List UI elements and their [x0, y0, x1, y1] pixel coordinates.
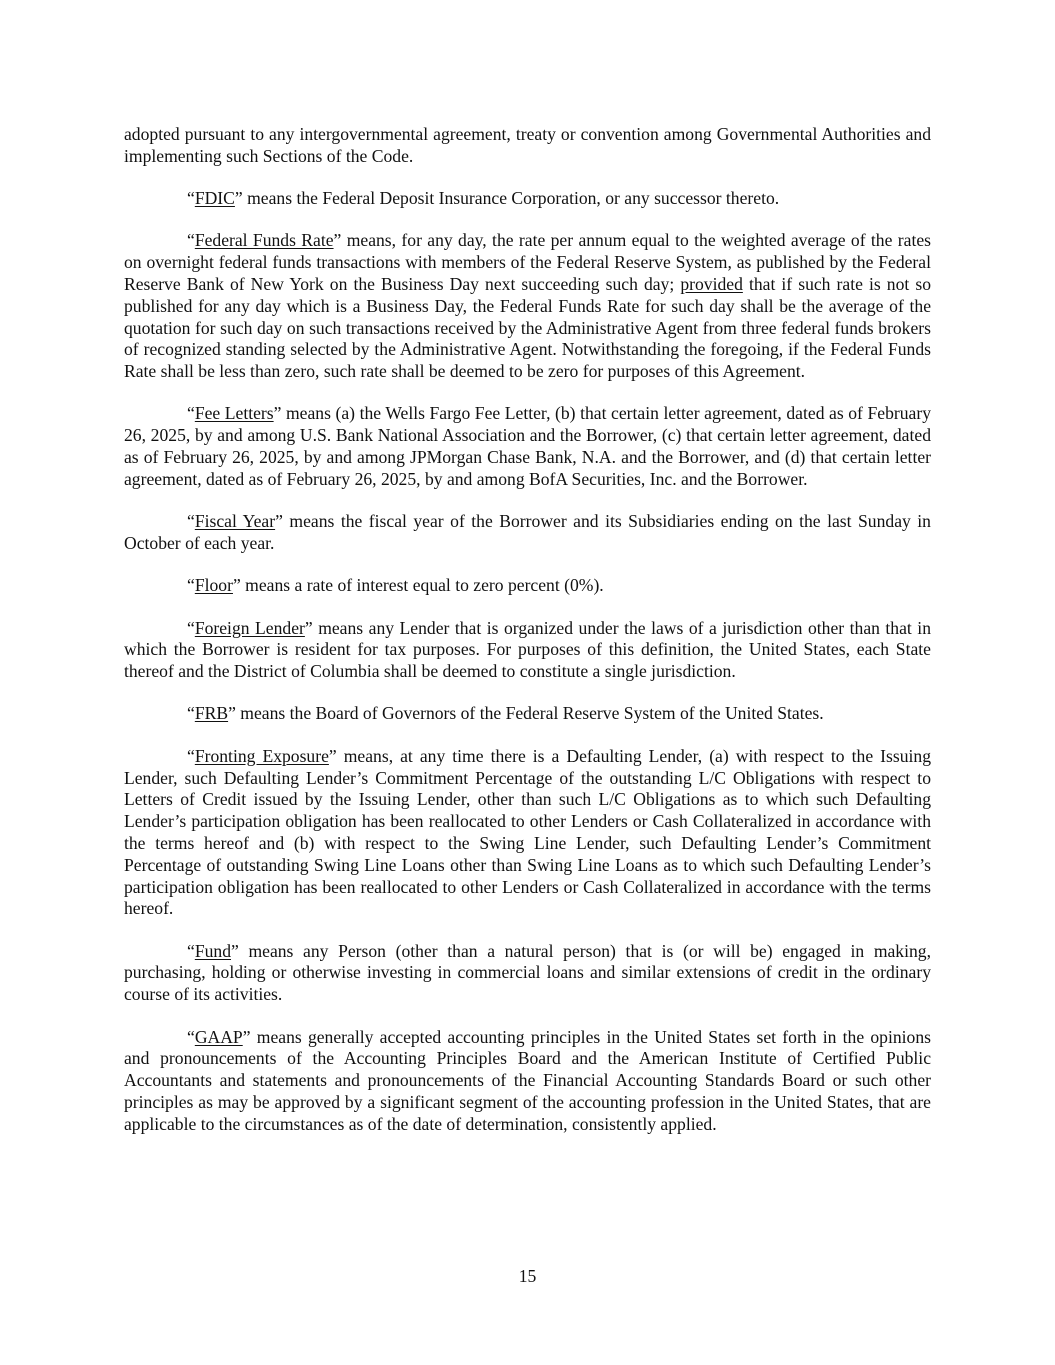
open-quote: “ — [187, 940, 195, 961]
definition-body: ” means any Lender that is organized under the laws of a jurisdiction other than that in which the Borrower is resident for tax purposes. For purposes of this definition, the United States, each State thereof and the District of Columbia shall be deemed to constitute a single jurisdiction. — [124, 617, 931, 682]
definition-body: ” means (a) the Wells Fargo Fee Letter, (b) that certain letter agreement, dated as of February 26, 2025, by and among U.S. Bank National Association and the Borrower, (c) that certain letter agreement, dated as of February 26, 2025, by and among JPMorgan Chase Bank, N.A. and the Borrower, and (d) that certain letter agreement, dated as of February 26, 2025, by and among BofA Securities, Inc. and the Borrower. — [124, 403, 931, 489]
open-quote: “ — [187, 511, 195, 532]
definition-floor — [124, 575, 931, 597]
open-quote: “ — [187, 575, 195, 596]
definition-body-continued: that if such rate is not so published for any day which is a Business Day, the Federal Funds Rate for such day shall be the average of the quotation for such day on such transactions received by the Administrative Agent from three federal funds brokers of recognized standing selected by the Administrative Agent. Notwithstanding the foregoing, if the Federal Funds Rate shall be less than zero, such rate shall be deemed to be zero for purposes of this Agreement. — [124, 273, 931, 382]
defined-term: Foreign Lender — [194, 617, 305, 638]
definition-body: ” means a rate of interest equal to zero percent (0%). — [232, 575, 604, 596]
defined-term: GAAP — [194, 1026, 243, 1047]
document-page — [124, 124, 931, 1156]
open-quote: “ — [187, 745, 195, 766]
definition-body: ” means any Person (other than a natural person) that is (or will be) engaged in making, purchasing, holding or otherwise investing in commercial loans and similar extensions of credit in the ordinary course of its activities. — [124, 940, 931, 1005]
definition-body: ” means generally accepted accounting principles in the United States set forth in the opinions and pronouncements of the Accounting Principles Board and the American Institute of Certified Public Accountants and statements and pronouncements of the Financial Accounting Standards Board or such other principles as may be approved by a significant segment of the accounting profession in the United States, that are applicable to the circumstances as of the date of determination, consistently applied. — [124, 1026, 931, 1134]
defined-term: FRB — [194, 703, 229, 724]
definition-fee-letters — [124, 403, 931, 490]
definition-body: ” means the Federal Deposit Insurance Corporation, or any successor thereto. — [234, 188, 780, 209]
definition-body: ” means the fiscal year of the Borrower and its Subsidiaries ending on the last Sunday in October of each year. — [124, 511, 931, 553]
open-quote: “ — [187, 703, 195, 724]
defined-term: Fund — [194, 940, 231, 961]
open-quote: “ — [187, 403, 195, 424]
open-quote: “ — [187, 188, 195, 209]
defined-term: Fiscal Year — [194, 511, 276, 532]
defined-term: Fronting Exposure — [194, 745, 329, 766]
page-number: 15 — [518, 1266, 537, 1286]
open-quote: “ — [187, 1026, 195, 1047]
definition-federal-funds-rate — [124, 230, 931, 383]
definition-fdic — [124, 188, 931, 210]
definition-fiscal-year — [124, 511, 931, 555]
defined-term: Federal Funds Rate — [194, 230, 334, 251]
definition-gaap — [124, 1027, 931, 1136]
underlined-word-provided: provided — [680, 273, 743, 294]
definition-fund — [124, 941, 931, 1006]
defined-term: Fee Letters — [194, 403, 274, 424]
definition-frb — [124, 703, 931, 725]
definition-body: ” means, at any time there is a Defaulting Lender, (a) with respect to the Issuing Lender, such Defaulting Lender’s Commitment Percentage of the outstanding L/C Obligations with respect to Letters of Credit issued by the Issuing Lender, other than such L/C Obligations as to which such Defaulting Lender’s participation obligation has been reallocated to other Lenders or Cash Collateralized in accordance with the terms hereof and (b) with respect to the Swing Line Lender, such Defaulting Lender’s Commitment Percentage of outstanding Swing Line Loans other than Swing Line Loans as to which such Defaulting Lender’s participation obligation has been reallocated to other Lenders or Cash Collateralized in accordance with the terms hereof. — [124, 745, 931, 919]
open-quote: “ — [187, 230, 195, 251]
definition-foreign-lender — [124, 618, 931, 683]
definition-body: ” means, for any day, the rate per annum equal to the weighted average of the rates on overnight federal funds transactions with members of the Federal Reserve System, as published by the Federal Reserve Bank of New York on the Business Day next succeeding such day; — [124, 230, 931, 294]
defined-term: FDIC — [194, 188, 235, 209]
definition-body: ” means the Board of Governors of the Federal Reserve System of the United States. — [228, 703, 824, 724]
definition-fronting-exposure — [124, 746, 931, 920]
defined-term: Floor — [194, 575, 233, 596]
intro-paragraph: adopted pursuant to any intergovernmental agreement, treaty or convention among Governmental Authorities and implementing such Sections of the Code. — [124, 124, 931, 166]
open-quote: “ — [187, 617, 195, 638]
